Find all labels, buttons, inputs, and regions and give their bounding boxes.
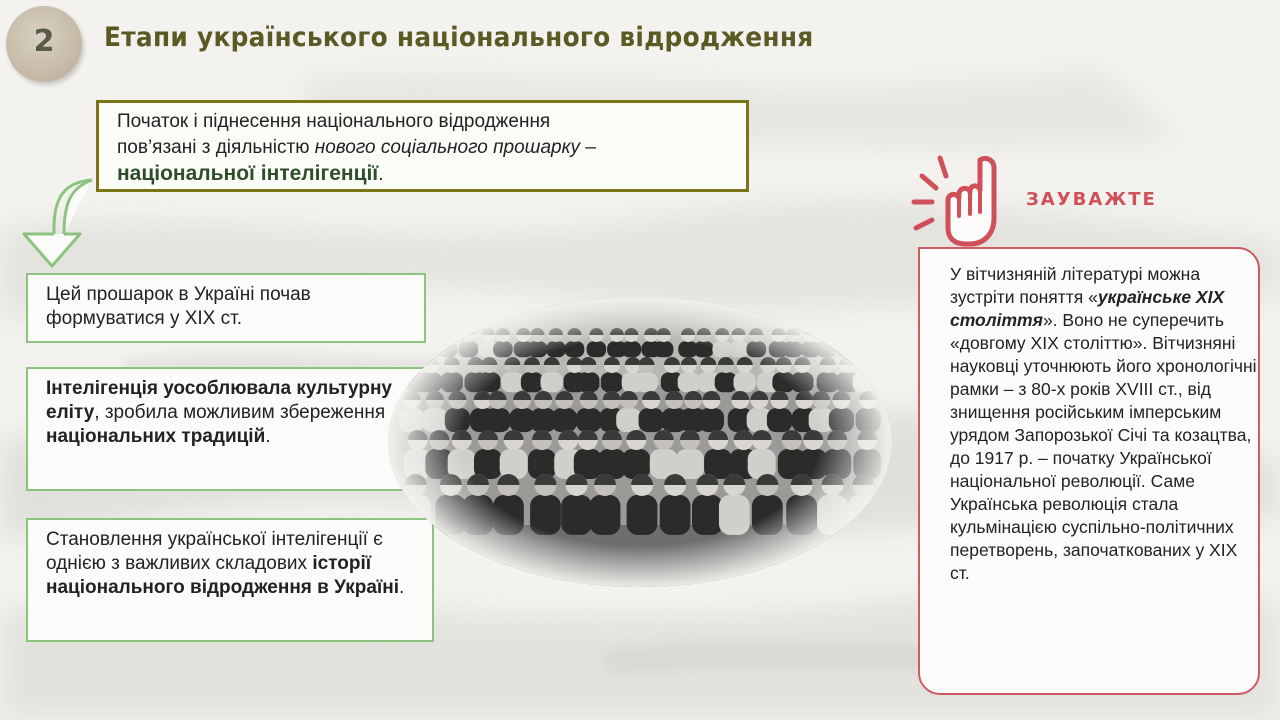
box2-text2: . (265, 426, 271, 447)
intro-box (96, 100, 749, 192)
box3-text1: Становлення української інтелігенції є однією з важливих складових (46, 529, 383, 574)
box3-bold1: історії національного відродження в Україні (46, 553, 400, 598)
intro-italic: нового соціального прошарку (314, 137, 581, 158)
note-bold-italic: українське ХІХ століття (950, 287, 1225, 330)
note-text1: У вітчизняній літературі можна зустріти поняття « (950, 264, 1201, 307)
info-box-elite (26, 367, 426, 491)
info-box-history (26, 518, 434, 642)
intro-highlight: національної інтелігенції (117, 162, 379, 185)
info-box-formation (26, 273, 426, 343)
slide-number: 2 (33, 24, 55, 59)
group-photo (385, 295, 895, 590)
note-box (918, 247, 1260, 695)
slide-number-badge (6, 6, 82, 82)
box2-text1: , зробила можливим збереження (94, 402, 386, 423)
intro-line2-prefix: пов’язані з діяльністю (117, 137, 315, 158)
box2-bold1: Інтелігенція уособлювала культурну еліту (46, 378, 392, 423)
box2-bold2: національних традицій (46, 426, 266, 447)
box3-text2: . (399, 577, 405, 598)
curved-down-arrow-icon (14, 176, 104, 271)
intro-line1: Початок і піднесення національного відродження (117, 111, 551, 132)
pointing-finger-icon (908, 150, 1018, 250)
note-label: ЗАУВАЖТЕ (1026, 189, 1157, 210)
intro-end: . (378, 164, 384, 185)
note-text2: ». Воно не суперечить «довгому ХІХ століттю». Вітчизняні науковці уточнюють його хронологічні рамки – з 80-х років XVIII ст., від знищення російським імперським урядом Запорозької Січі та козацтва, до 1917 р. – початку Української національної революції. Саме Українська революція стала кульмінацією суспільно-політичних перетворень, започаткованих у ХІХ ст. (950, 310, 1257, 583)
box1-text: Цей прошарок в Україні почав формуватися у ХІХ ст. (46, 284, 311, 329)
page-title: Етапи українського національного відродження (104, 22, 814, 53)
intro-line2-suffix: – (580, 137, 596, 158)
